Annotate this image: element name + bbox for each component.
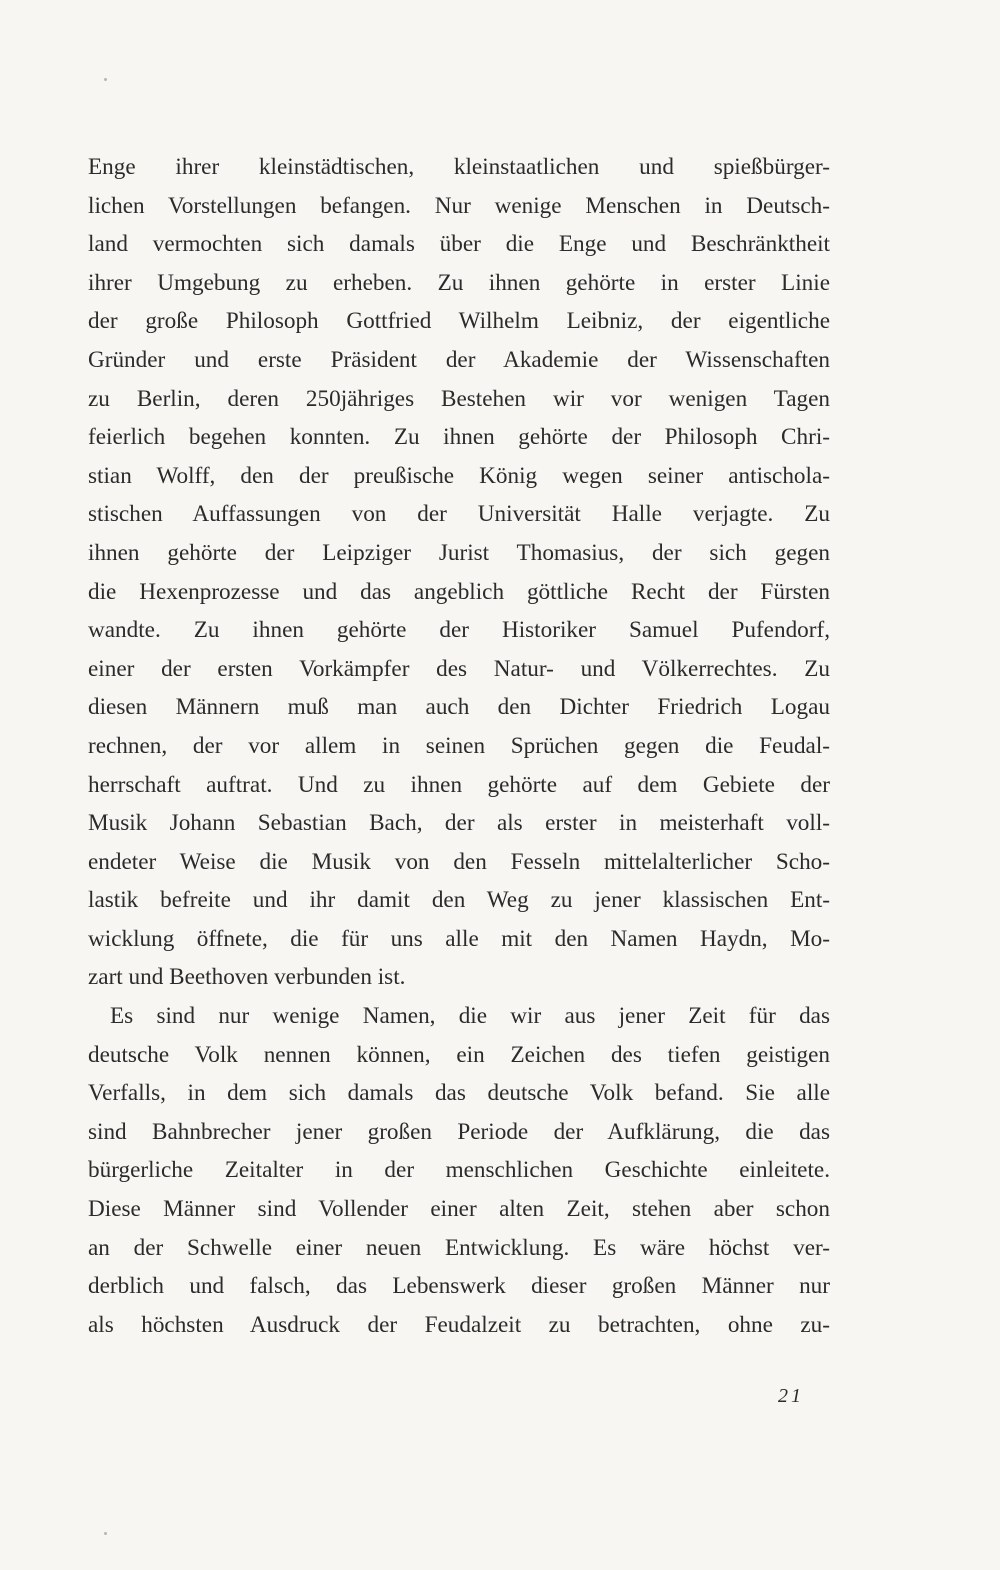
text-line: deutsche Volk nennen können, ein Zeichen des tiefen geistigen	[88, 1041, 830, 1068]
text-line: Verfalls, in dem sich damals das deutsche Volk befand. Sie alle	[88, 1080, 830, 1107]
text-line: die Hexenprozesse und das angeblich göttliche Recht der Fürsten	[88, 578, 830, 605]
text-line: Gründer und erste Präsident der Akademie der Wissenschaften	[88, 346, 830, 373]
text-line: bürgerliche Zeitalter in der menschlichen Geschichte einleitete.	[88, 1157, 830, 1184]
text-line: herrschaft auftrat. Und zu ihnen gehörte auf dem Gebiete der	[88, 771, 830, 798]
text-line: als höchsten Ausdruck der Feudalzeit zu betrachten, ohne zu-	[88, 1311, 830, 1338]
text-line: stian Wolff, den der preußische König wegen seiner antischola-	[88, 462, 830, 489]
text-line: zu Berlin, deren 250jähriges Bestehen wir vor wenigen Tagen	[88, 385, 830, 412]
paragraph-1	[88, 148, 830, 997]
text-line: der große Philosoph Gottfried Wilhelm Leibniz, der eigentliche	[88, 308, 830, 335]
body-text	[88, 148, 830, 1344]
text-line: Diese Männer sind Vollender einer alten Zeit, stehen aber schon	[88, 1196, 830, 1223]
text-line: wicklung öffnete, die für uns alle mit den Namen Haydn, Mo-	[88, 925, 830, 952]
text-line: zart und Beethoven verbunden ist.	[88, 964, 406, 991]
text-line: ihnen gehörte der Leipziger Jurist Thomasius, der sich gegen	[88, 539, 830, 566]
text-line: stischen Auffassungen von der Universität Halle verjagte. Zu	[88, 501, 830, 528]
paper-speck	[104, 78, 107, 81]
text-line: ihrer Umgebung zu erheben. Zu ihnen gehörte in erster Linie	[88, 269, 830, 296]
text-line: feierlich begehen konnten. Zu ihnen gehörte der Philosoph Chri-	[88, 424, 830, 451]
text-line: lastik befreite und ihr damit den Weg zu jener klassischen Ent-	[88, 887, 830, 914]
text-line: einer der ersten Vorkämpfer des Natur- und Völkerrechtes. Zu	[88, 655, 830, 682]
text-line: endeter Weise die Musik von den Fesseln mittelalterlicher Scho-	[88, 848, 830, 875]
text-line: Enge ihrer kleinstädtischen, kleinstaatlichen und spießbürger-	[88, 154, 830, 180]
text-line: an der Schwelle einer neuen Entwicklung. Es wäre höchst ver-	[88, 1234, 830, 1261]
text-line: Musik Johann Sebastian Bach, der als erster in meisterhaft voll-	[88, 810, 830, 837]
text-line: Es sind nur wenige Namen, die wir aus jener Zeit für das	[110, 1003, 830, 1030]
text-line: lichen Vorstellungen befangen. Nur wenige Menschen in Deutsch-	[88, 192, 830, 219]
paragraph-2	[88, 997, 830, 1344]
text-line: diesen Männern muß man auch den Dichter Friedrich Logau	[88, 694, 830, 721]
text-line: wandte. Zu ihnen gehörte der Historiker Samuel Pufendorf,	[88, 617, 830, 644]
text-line: sind Bahnbrecher jener großen Periode der Aufklärung, die das	[88, 1118, 830, 1145]
paper-speck	[104, 1532, 107, 1535]
text-line: land vermochten sich damals über die Enge und Beschränktheit	[88, 231, 830, 258]
text-line: rechnen, der vor allem in seinen Sprüchen gegen die Feudal-	[88, 732, 830, 759]
page-number: 21	[778, 1385, 804, 1407]
text-line: derblich und falsch, das Lebenswerk dieser großen Männer nur	[88, 1273, 830, 1300]
